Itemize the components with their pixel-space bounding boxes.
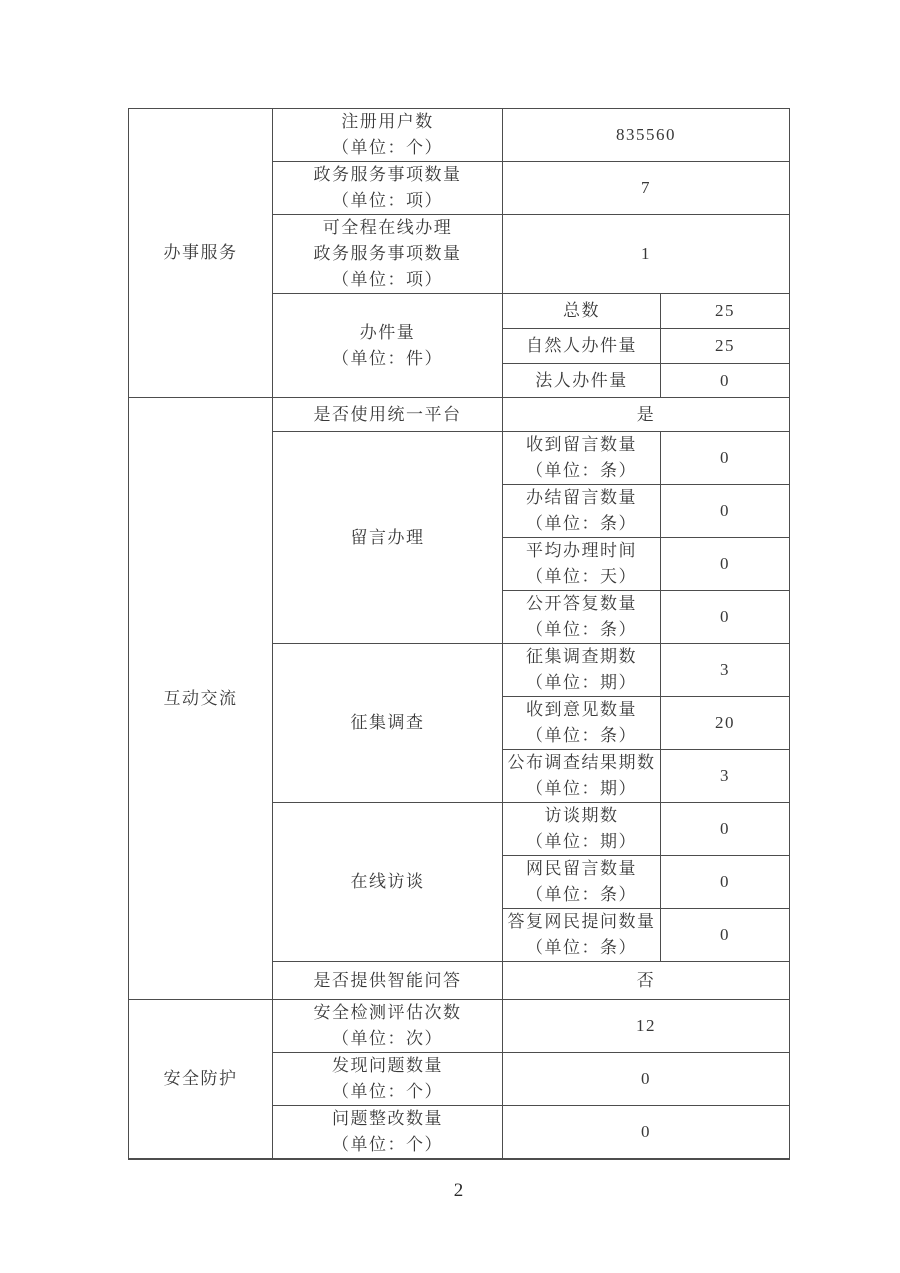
sub-metric-value: 0 xyxy=(661,364,790,398)
group-cell-zaixianfangtan: 在线访谈 xyxy=(273,803,503,962)
sub-metric-label: 公开答复数量 （单位：条） xyxy=(503,591,661,644)
group-cell-banjianliang: 办件量 （单位：件） xyxy=(273,294,503,398)
sub-metric-value: 3 xyxy=(661,750,790,803)
metric-value: 1 xyxy=(503,215,790,294)
sub-metric-label: 总数 xyxy=(503,294,661,329)
category-label: 安全防护 xyxy=(163,1069,238,1088)
metric-value: 0 xyxy=(503,1106,790,1160)
sub-metric-value: 0 xyxy=(661,803,790,856)
metric-label: 安全检测评估次数 （单位：次） xyxy=(273,1000,503,1053)
metric-value: 7 xyxy=(503,162,790,215)
group-cell-liuyanbanli: 留言办理 xyxy=(273,432,503,644)
metric-label: 发现问题数量 （单位：个） xyxy=(273,1053,503,1106)
metric-value: 是 xyxy=(503,398,790,432)
statistics-table xyxy=(128,108,790,1160)
sub-metric-value: 25 xyxy=(661,329,790,364)
metric-label: 政务服务事项数量 （单位：项） xyxy=(273,162,503,215)
sub-metric-label: 网民留言数量 （单位：条） xyxy=(503,856,661,909)
sub-metric-value: 0 xyxy=(661,591,790,644)
metric-label: 注册用户数 （单位：个） xyxy=(273,109,503,162)
metric-value: 12 xyxy=(503,1000,790,1053)
sub-metric-value: 0 xyxy=(661,856,790,909)
sub-metric-label: 自然人办件量 xyxy=(503,329,661,364)
sub-metric-label: 访谈期数 （单位：期） xyxy=(503,803,661,856)
sub-metric-label: 法人办件量 xyxy=(503,364,661,398)
category-cell-service xyxy=(129,109,273,398)
sub-metric-value: 20 xyxy=(661,697,790,750)
category-cell-interaction xyxy=(129,398,273,1000)
metric-value: 否 xyxy=(503,962,790,1000)
metric-label: 问题整改数量 （单位：个） xyxy=(273,1106,503,1160)
sub-metric-value: 3 xyxy=(661,644,790,697)
sub-metric-label: 公布调查结果期数 （单位：期） xyxy=(503,750,661,803)
metric-label: 可全程在线办理 政务服务事项数量 （单位：项） xyxy=(273,215,503,294)
sub-metric-value: 0 xyxy=(661,485,790,538)
page-number: 2 xyxy=(453,1180,464,1201)
sub-metric-label: 办结留言数量 （单位：条） xyxy=(503,485,661,538)
sub-metric-value: 0 xyxy=(661,432,790,485)
sub-metric-value: 25 xyxy=(661,294,790,329)
metric-label: 是否提供智能问答 xyxy=(273,962,503,1000)
metric-value: 0 xyxy=(503,1053,790,1106)
metric-label: 是否使用统一平台 xyxy=(273,398,503,432)
category-label: 办事服务 xyxy=(163,243,238,262)
sub-metric-label: 平均办理时间 （单位：天） xyxy=(503,538,661,591)
sub-metric-value: 0 xyxy=(661,909,790,962)
metric-value: 835560 xyxy=(503,109,790,162)
category-label: 互动交流 xyxy=(163,688,238,708)
sub-metric-label: 收到意见数量 （单位：条） xyxy=(503,697,661,750)
sub-metric-label: 答复网民提问数量 （单位：条） xyxy=(503,909,661,962)
sub-metric-label: 征集调查期数 （单位：期） xyxy=(503,644,661,697)
sub-metric-label: 收到留言数量 （单位：条） xyxy=(503,432,661,485)
sub-metric-value: 0 xyxy=(661,538,790,591)
group-cell-zhengjidiaocha: 征集调查 xyxy=(273,644,503,803)
category-cell-security xyxy=(129,1000,273,1160)
